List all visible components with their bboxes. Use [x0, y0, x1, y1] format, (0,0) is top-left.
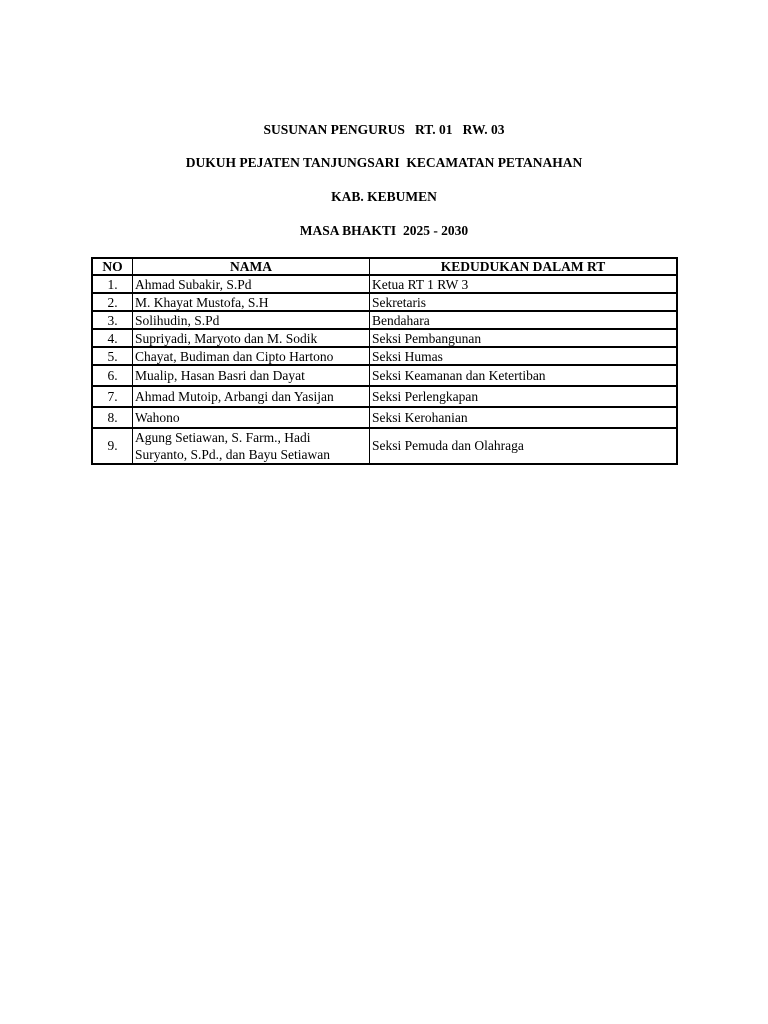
cell-no: 1.: [93, 276, 133, 294]
cell-kedudukan: Seksi Perlengkapan: [370, 387, 676, 408]
cell-nama: Solihudin, S.Pd: [133, 312, 370, 330]
cell-no: 4.: [93, 330, 133, 348]
table-row: [93, 330, 676, 348]
table-row: [93, 429, 676, 463]
cell-kedudukan: Bendahara: [370, 312, 676, 330]
header-nama: NAMA: [133, 259, 370, 276]
table-row: [93, 387, 676, 408]
cell-no: 6.: [93, 366, 133, 387]
cell-nama: Ahmad Mutoip, Arbangi dan Yasijan: [133, 387, 370, 408]
cell-nama: Chayat, Budiman dan Cipto Hartono: [133, 348, 370, 366]
cell-no: 9.: [93, 429, 133, 463]
cell-nama: Wahono: [133, 408, 370, 429]
table-row: [93, 408, 676, 429]
cell-nama: Ahmad Subakir, S.Pd: [133, 276, 370, 294]
table-row: [93, 348, 676, 366]
cell-kedudukan: Seksi Pemuda dan Olahraga: [372, 438, 524, 453]
cell-kedudukan: Seksi Keamanan dan Ketertiban: [370, 366, 676, 387]
cell-no: 7.: [93, 387, 133, 408]
table-row: [93, 366, 676, 387]
table-row: [93, 312, 676, 330]
roster-table: [91, 257, 678, 465]
cell-kedudukan: Seksi Humas: [370, 348, 676, 366]
cell-no: 5.: [93, 348, 133, 366]
document-title-line-1: SUSUNAN PENGURUS RT. 01 RW. 03: [263, 122, 505, 137]
cell-kedudukan: Seksi Kerohanian: [370, 408, 676, 429]
cell-nama: Mualip, Hasan Basri dan Dayat: [133, 366, 370, 387]
cell-no: 2.: [93, 294, 133, 312]
table-row: [93, 276, 676, 294]
header-no: NO: [93, 259, 133, 276]
cell-nama-line-2: Suryanto, S.Pd., dan Bayu Setiawan: [135, 447, 330, 462]
table-header-row: [93, 259, 676, 276]
cell-kedudukan: Sekretaris: [370, 294, 676, 312]
cell-nama: [133, 429, 370, 463]
document-title-line-3: KAB. KEBUMEN: [331, 189, 437, 204]
cell-nama: Supriyadi, Maryoto dan M. Sodik: [133, 330, 370, 348]
cell-kedudukan: Ketua RT 1 RW 3: [370, 276, 676, 294]
cell-nama: M. Khayat Mustofa, S.H: [133, 294, 370, 312]
cell-no: 8.: [93, 408, 133, 429]
document-title-line-4: MASA BHAKTI 2025 - 2030: [299, 223, 469, 238]
document-title-line-2: DUKUH PEJATEN TANJUNGSARI KECAMATAN PETANAHAN: [185, 155, 583, 170]
header-kedudukan: KEDUDUKAN DALAM RT: [370, 259, 676, 276]
cell-nama-line-1: Agung Setiawan, S. Farm., Hadi: [135, 430, 311, 445]
table-row: [93, 294, 676, 312]
cell-kedudukan: Seksi Pembangunan: [370, 330, 676, 348]
cell-no: 3.: [93, 312, 133, 330]
